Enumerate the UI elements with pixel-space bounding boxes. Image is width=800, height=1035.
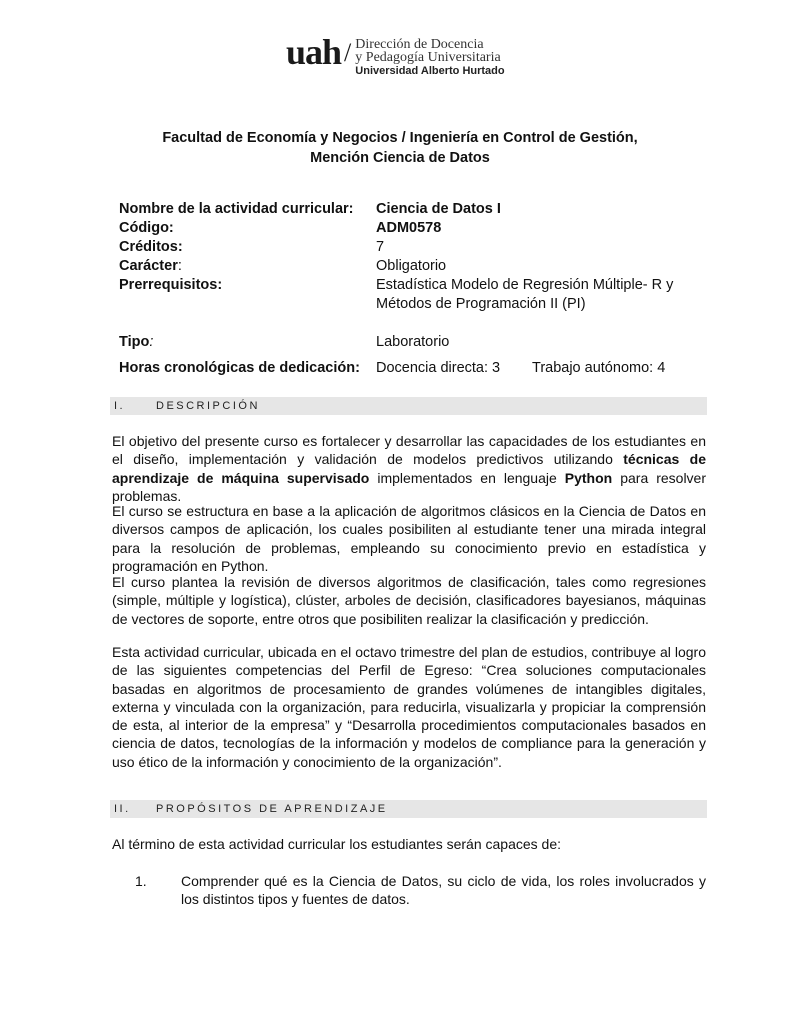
description-paragraph-2: El curso se estructura en base a la aplicación de algoritmos clásicos en la Ciencia de Datos en diversos campos de aplicación, los cuales posibiliten al estudiante tener una mirada integral para la resolución de problemas, empleando su conocimiento previo en estadística y programación en Python. xyxy=(112,503,706,574)
description-paragraph-1 xyxy=(112,432,706,505)
codigo-value: ADM0578 xyxy=(376,220,442,236)
description-paragraph-3: El curso plantea la revisión de diversos algoritmos de clasificación, tales como regresiones (simple, múltiple y logística), clúster, arboles de decisión, clasificadores bayesianos, máquinas de vectores de soporte, entre otros que posibiliten realizar la clasificación y predicción. xyxy=(112,574,706,627)
horas-directa: Docencia directa: 3 xyxy=(376,360,501,376)
p1-text-c: implementados en lenguaje xyxy=(369,469,565,486)
p1-text-a: El objetivo del presente curso es fortalecer y desarrollar las capacidades de los estudiantes en el diseño, implementación y validación de modelos predictivos utilizando xyxy=(112,433,706,468)
logo-mark: uah xyxy=(286,32,342,72)
prerrequisitos-label: Prerrequisitos: xyxy=(119,277,223,293)
prerrequisitos-value: Estadística Modelo de Regresión Múltiple- R y Métodos de Programación II (PI) xyxy=(376,277,674,312)
logo-university-name: Universidad Alberto Hurtado xyxy=(355,65,505,77)
section-number: II. xyxy=(114,803,131,815)
section-header-descripcion xyxy=(110,397,707,415)
faculty-title-line-1: Facultad de Economía y Negocios / Ingeniería en Control de Gestión, xyxy=(162,130,638,146)
caracter-label-wrap xyxy=(119,257,369,276)
logo-line-1: Dirección de Docencia xyxy=(355,37,484,52)
p1-text-e: para resolver problemas. xyxy=(112,469,707,504)
codigo-label: Código: xyxy=(119,220,174,236)
logo-line-2: y Pedagogía Universitaria xyxy=(355,50,501,65)
tipo-colon: : xyxy=(149,334,154,350)
tipo-value: Laboratorio xyxy=(376,334,450,350)
caracter-value: Obligatorio xyxy=(376,258,447,274)
description-paragraph-4: Esta actividad curricular, ubicada en el octavo trimestre del plan de estudios, contribuye al logro de las siguientes competencias del Perfil de Egreso: “Crea soluciones computacionales basadas en algoritmos de procesamiento de grandes volúmenes de intangibles digitales, externa y vinculada con la organización, para reducirla, visualizarla y propiciar la comprensión de esta, al interior de la empresa” y “Desarrolla procedimientos computacionales basados en ciencia de datos, tecnologías de la información y modelos de compliance para la generación y uso ético de la información y conocimiento de la organización”. xyxy=(112,644,706,770)
section-header-propositos xyxy=(110,800,707,818)
caracter-colon: : xyxy=(177,258,182,274)
section-title: PROPÓSITOS DE APRENDIZAJE xyxy=(156,803,388,815)
p1-bold-python: Python xyxy=(564,469,613,486)
section-title: DESCRIPCIÓN xyxy=(156,400,260,412)
faculty-title-line-2: Mención Ciencia de Datos xyxy=(310,150,490,166)
section-number: I. xyxy=(114,400,126,412)
horas-label: Horas cronológicas de dedicación: xyxy=(119,360,360,376)
list-item-text: Comprender qué es la Ciencia de Datos, su ciclo de vida, los roles involucrados y los distintos tipos y fuentes de datos. xyxy=(181,873,706,908)
nombre-value: Ciencia de Datos I xyxy=(376,201,501,217)
creditos-label: Créditos: xyxy=(119,239,183,255)
purpose-intro: Al término de esta actividad curricular los estudiantes serán capaces de: xyxy=(112,836,562,852)
p1-bold-technique: técnicas de aprendizaje de máquina supervisado xyxy=(112,451,706,486)
tipo-label: Tipo xyxy=(119,334,150,350)
list-item-number: 1. xyxy=(135,873,147,889)
caracter-label: Carácter xyxy=(119,258,178,274)
creditos-value: 7 xyxy=(376,239,385,255)
horas-autonomo: Trabajo autónomo: 4 xyxy=(532,360,666,376)
nombre-label: Nombre de la actividad curricular: xyxy=(119,201,354,217)
logo-slash: / xyxy=(344,38,352,67)
tipo-label-wrap xyxy=(119,333,369,352)
uah-logo xyxy=(286,34,505,78)
logo-text xyxy=(355,38,504,78)
